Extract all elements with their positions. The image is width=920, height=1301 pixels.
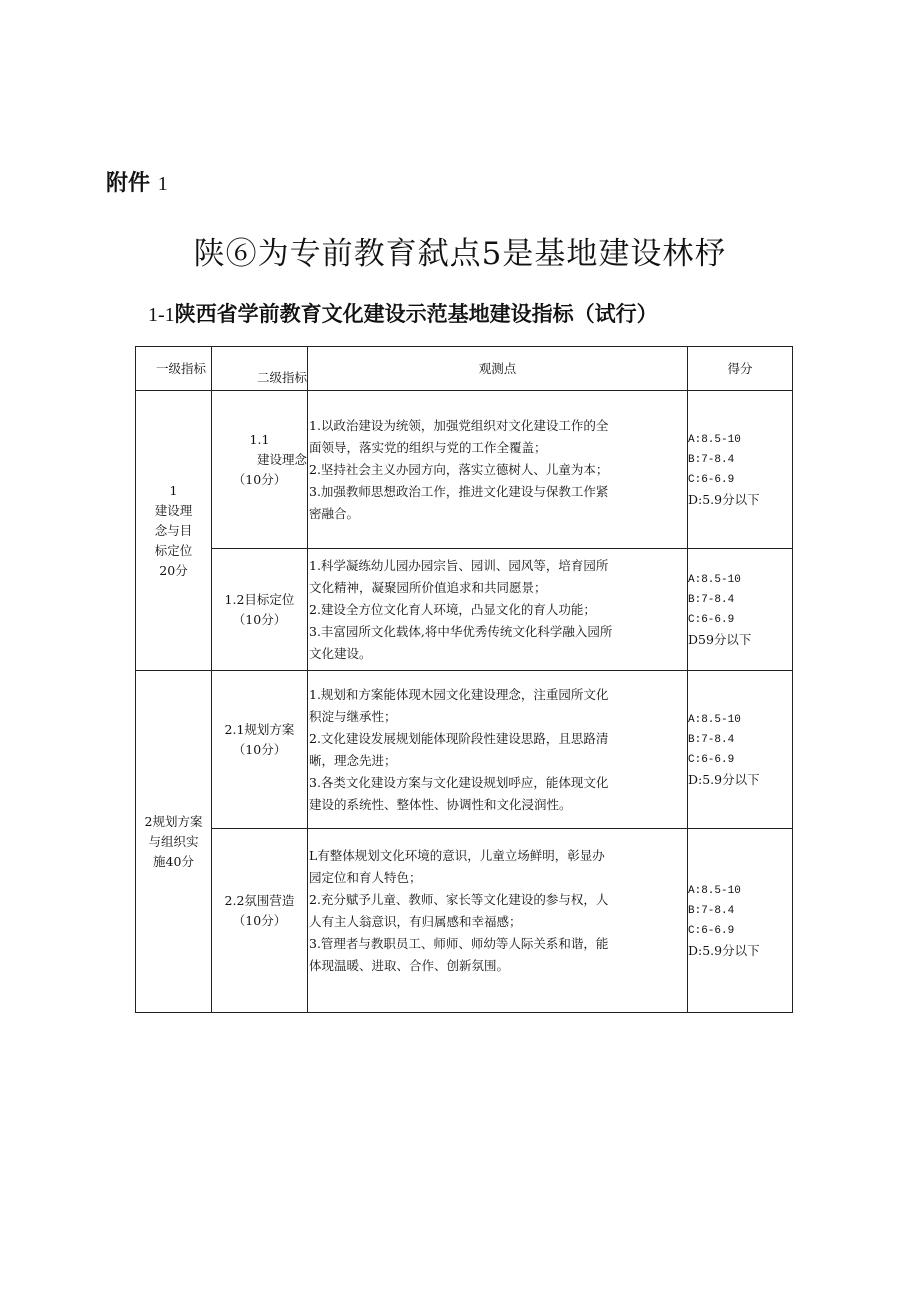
attachment-label: 附件 1 bbox=[106, 171, 168, 196]
level1-cell: 1 建设理 念与目 标定位 20分 bbox=[136, 391, 212, 671]
table-row bbox=[136, 671, 793, 829]
observation-cell: 1.科学凝练幼儿园办园宗旨、园训、园风等，培育园所 文化精神，凝聚园所价值追求和共同愿景； 2.建设全方位文化育人环境，凸显文化的育人功能； 3.丰富园所文化载体,将中华优秀传统文化科学融入园所 文化建设。 bbox=[308, 549, 688, 671]
header-level2: 二级指标 bbox=[212, 347, 308, 391]
observation-cell: L有整体规划文化环境的意识，儿童立场鲜明，彰显办 园定位和育人特色； 2.充分赋予儿童、教师、家长等文化建设的参与权，人 人有主人翁意识，有归属感和幸福感； 3.管理者与教职员工、师师、师幼等人际关系和谐，能 体现温暖、进取、合作、创新氛围。 bbox=[308, 829, 688, 1013]
score-cell: A:8.5-10 B:7-8.4 C:6-6.9 D:5.9分以下 bbox=[688, 671, 793, 829]
table-title: 1-1陕西省学前教育文化建设示范基地建设指标（试行） bbox=[148, 302, 658, 326]
table-row bbox=[136, 549, 793, 671]
score-cell: A:8.5-10 B:7-8.4 C:6-6.9 D59分以下 bbox=[688, 549, 793, 671]
level2-cell: 1.1 建设理念 （10分） bbox=[212, 391, 308, 549]
header-score: 得分 bbox=[688, 347, 793, 391]
table-row bbox=[136, 391, 793, 549]
indicator-table bbox=[135, 346, 793, 1013]
level2-cell: 2.1规划方案 （10分） bbox=[212, 671, 308, 829]
level2-cell: 1.2目标定位 （10分） bbox=[212, 549, 308, 671]
header-observation: 观测点 bbox=[308, 347, 688, 391]
level1-cell: 2规划方案 与组织实 施40分 bbox=[136, 671, 212, 1013]
score-cell: A:8.5-10 B:7-8.4 C:6-6.9 D:5.9分以下 bbox=[688, 829, 793, 1013]
observation-cell: 1.规划和方案能体现木园文化建设理念，注重园所文化 积淀与继承性； 2.文化建设发展规划能体现阶段性建设思路，且思路清 晰，理念先进； 3.各类文化建设方案与文化建设规划呼应，能体现文化 建设的系统性、整体性、协调性和文化浸润性。 bbox=[308, 671, 688, 829]
page-title: 陕⑥为专前教育弑点5是基地建设林杼 bbox=[193, 236, 727, 272]
table-row bbox=[136, 829, 793, 1013]
table-header-row bbox=[136, 347, 793, 391]
observation-cell: 1.以政治建设为统领，加强党组织对文化建设工作的全 面领导，落实党的组织与党的工作全覆盖； 2.坚持社会主义办园方向，落实立德树人、儿童为本； 3.加强教师思想政治工作，推进文化建设与保教工作紧 密融合。 bbox=[308, 391, 688, 549]
level2-cell: 2.2氛围营造 （10分） bbox=[212, 829, 308, 1013]
header-level1: 一级指标 bbox=[136, 347, 212, 391]
score-cell: A:8.5-10 B:7-8.4 C:6-6.9 D:5.9分以下 bbox=[688, 391, 793, 549]
